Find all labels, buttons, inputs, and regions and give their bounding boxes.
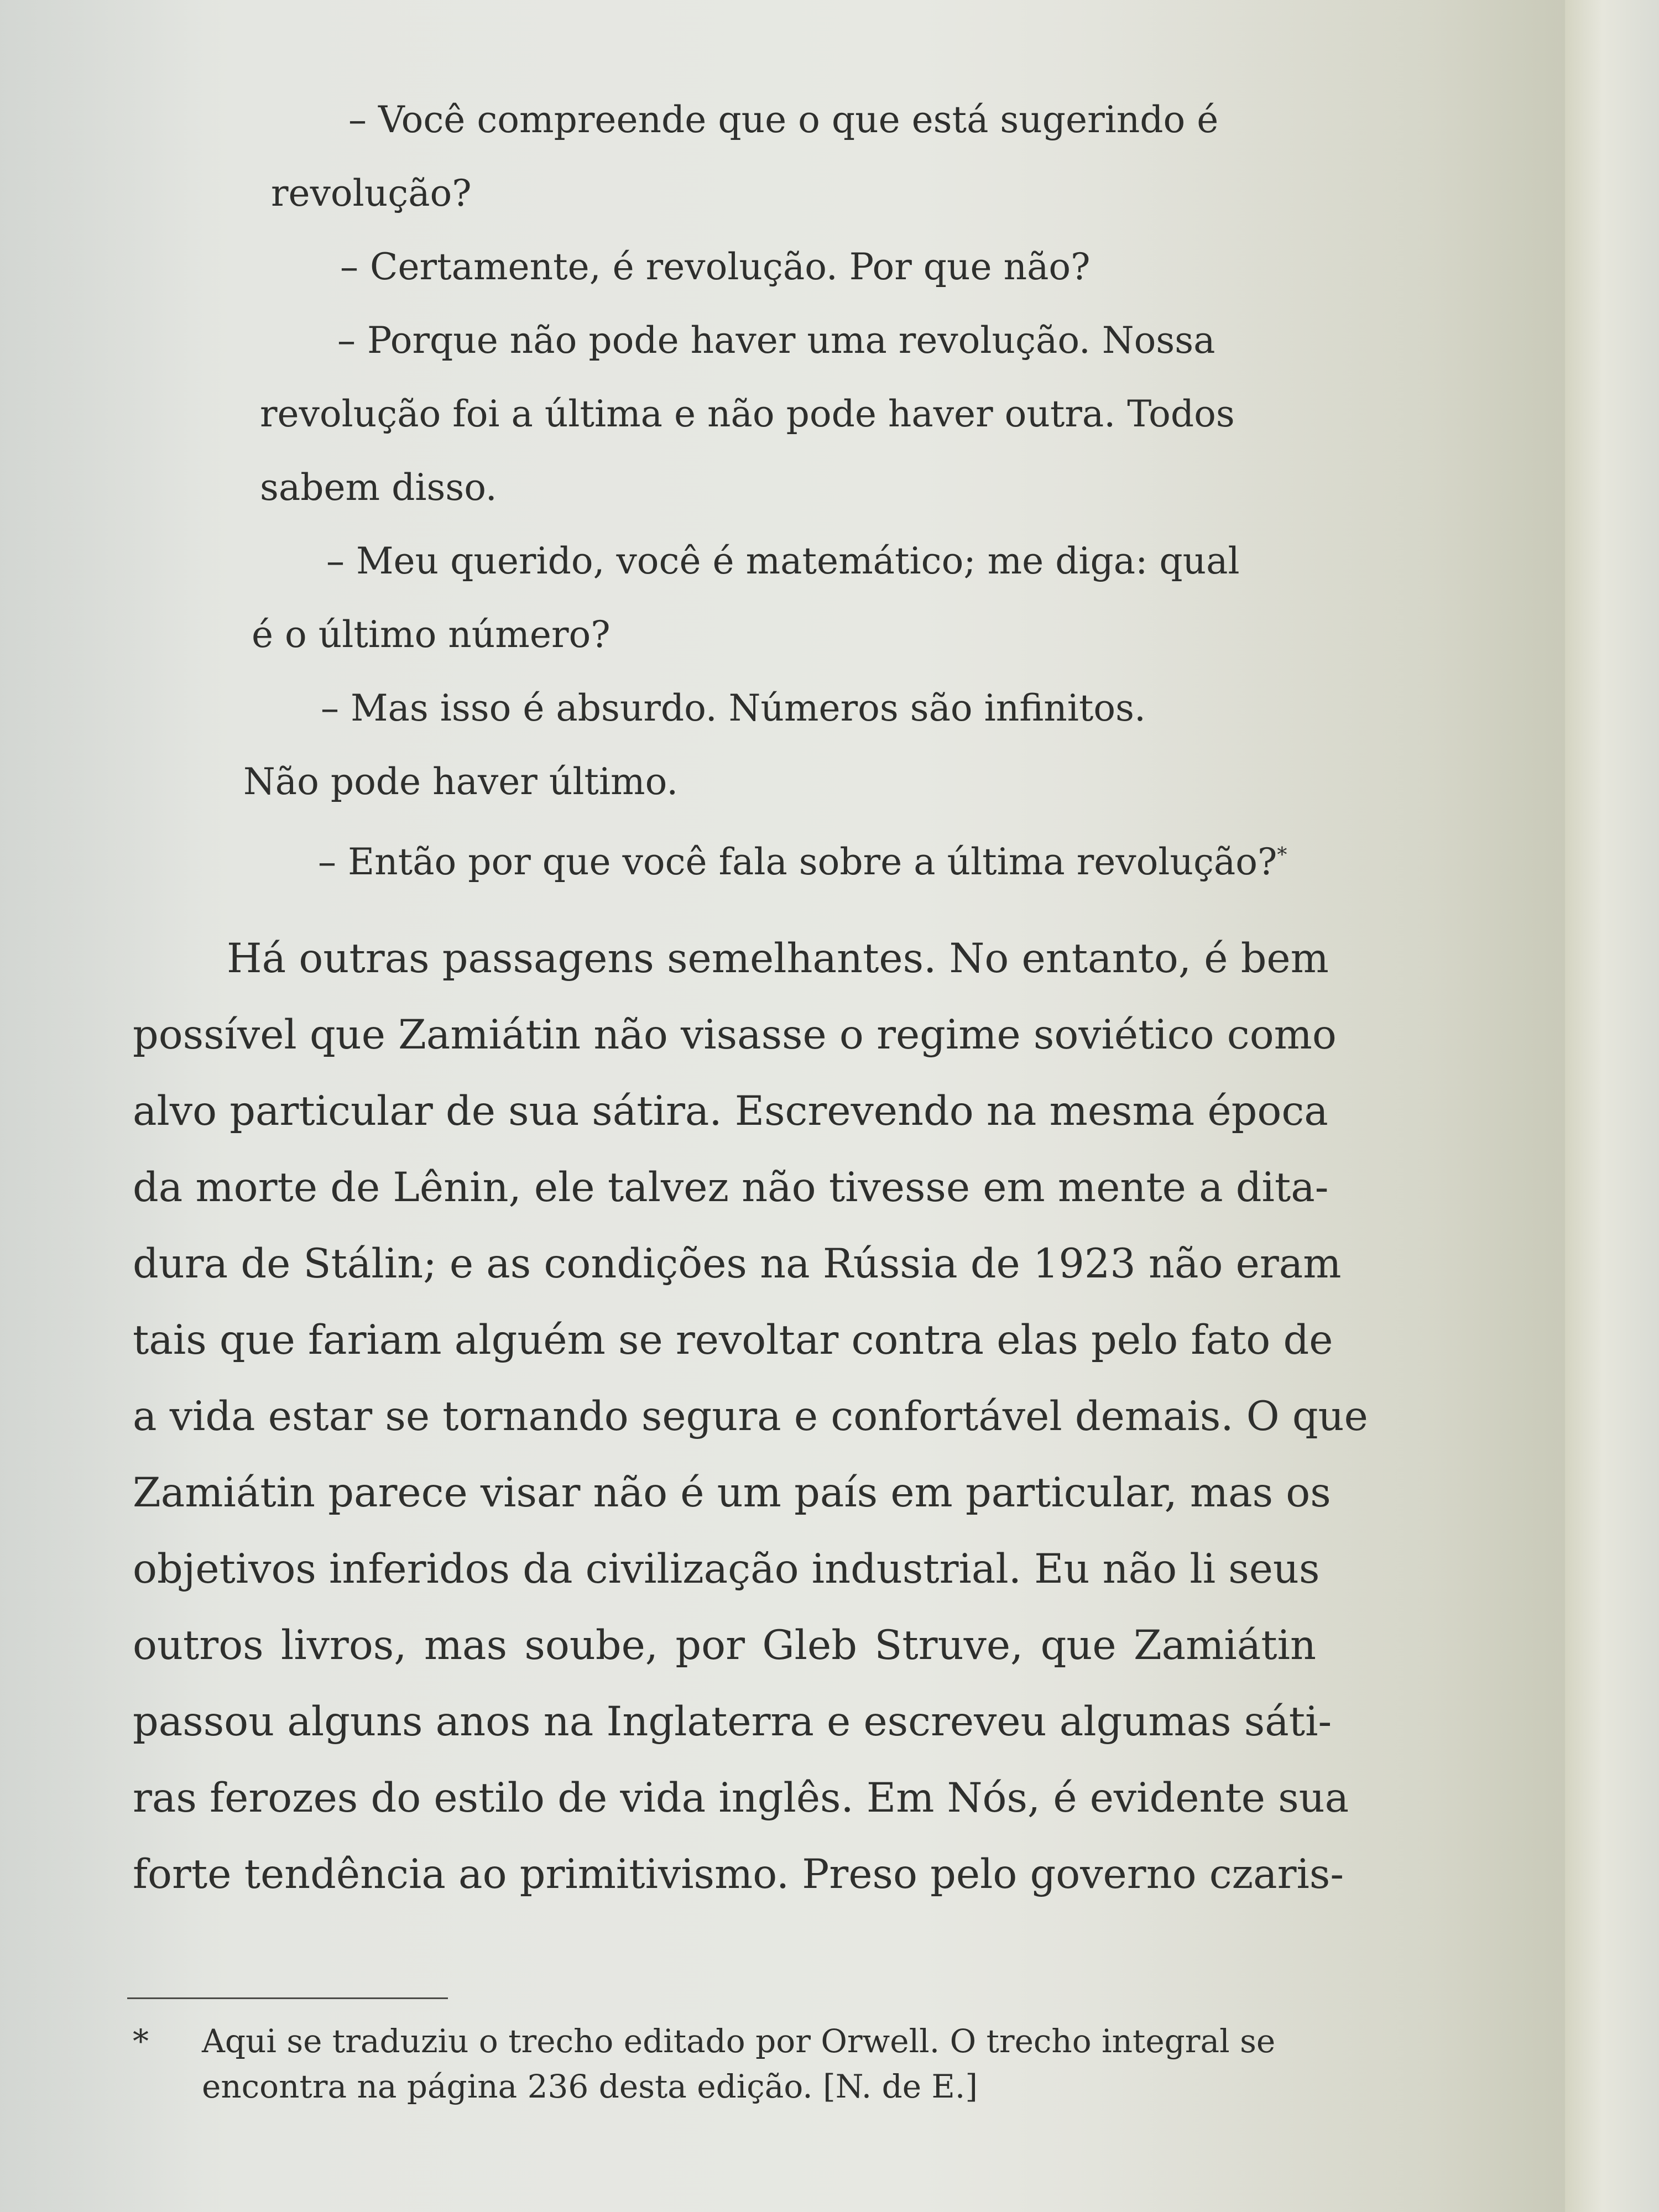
dialogue-line: sabem disso. <box>260 466 497 509</box>
dialogue-text: – Então por que você fala sobre a última revolução? <box>318 841 1277 883</box>
dialogue-line: – Certamente, é revolução. Por que não? <box>340 246 1091 288</box>
footnote-line: Aqui se traduziu o trecho editado por Orwell. O trecho integral se <box>202 2022 1276 2060</box>
dialogue-line: é o último número? <box>252 613 611 656</box>
dialogue-line: revolução foi a última e não pode haver outra. Todos <box>260 393 1235 435</box>
paragraph-line: alvo particular de sua sátira. Escrevendo na mesma época <box>133 1088 1328 1135</box>
paragraph-line: da morte de Lênin, ele talvez não tivesse em mente a dita- <box>133 1164 1329 1211</box>
paragraph-line: dura de Stálin; e as condições na Rússia de 1923 não eram <box>133 1240 1342 1287</box>
dialogue-line: – Porque não pode haver uma revolução. Nossa <box>337 319 1215 362</box>
dialogue-line: – Mas isso é absurdo. Números são infinitos. <box>321 687 1146 729</box>
footnote-marker: * <box>133 2022 149 2060</box>
page-edge <box>1565 0 1659 2212</box>
paragraph-line: a vida estar se tornando segura e confortável demais. O que <box>133 1393 1368 1440</box>
paragraph-line: Zamiátin parece visar não é um país em particular, mas os <box>133 1469 1331 1516</box>
paragraph-line: passou alguns anos na Inglaterra e escreveu algumas sáti- <box>133 1698 1332 1745</box>
dialogue-block <box>243 83 1287 899</box>
paragraph-line: tais que fariam alguém se revoltar contra elas pelo fato de <box>133 1317 1333 1364</box>
paragraph-line: objetivos inferidos da civilização industrial. Eu não li seus <box>133 1546 1320 1593</box>
footnote-reference: * <box>1277 844 1287 867</box>
dialogue-line-last <box>318 818 1287 899</box>
paragraph-line: possível que Zamiátin não visasse o regime soviético como <box>133 1011 1337 1058</box>
footnote-divider <box>127 1997 448 1999</box>
footnote-line: encontra na página 236 desta edição. [N. de E.] <box>202 2068 978 2105</box>
dialogue-line: – Meu querido, você é matemático; me diga: qual <box>326 540 1240 582</box>
paragraph-line: forte tendência ao primitivismo. Preso pelo governo czaris- <box>133 1851 1344 1898</box>
paragraph-line: Há outras passagens semelhantes. No entanto, é bem <box>227 935 1329 982</box>
paragraph-line: ras ferozes do estilo de vida inglês. Em Nós, é evidente sua <box>133 1775 1349 1822</box>
paragraph-line: outros livros, mas soube, por Gleb Struve, que Zamiátin <box>133 1622 1316 1669</box>
dialogue-line: revolução? <box>271 172 472 215</box>
body-paragraph <box>133 921 1368 1913</box>
dialogue-line: Não pode haver último. <box>243 760 679 803</box>
dialogue-line: – Você compreende que o que está sugerindo é <box>348 98 1219 141</box>
footnote <box>127 2018 1305 2109</box>
